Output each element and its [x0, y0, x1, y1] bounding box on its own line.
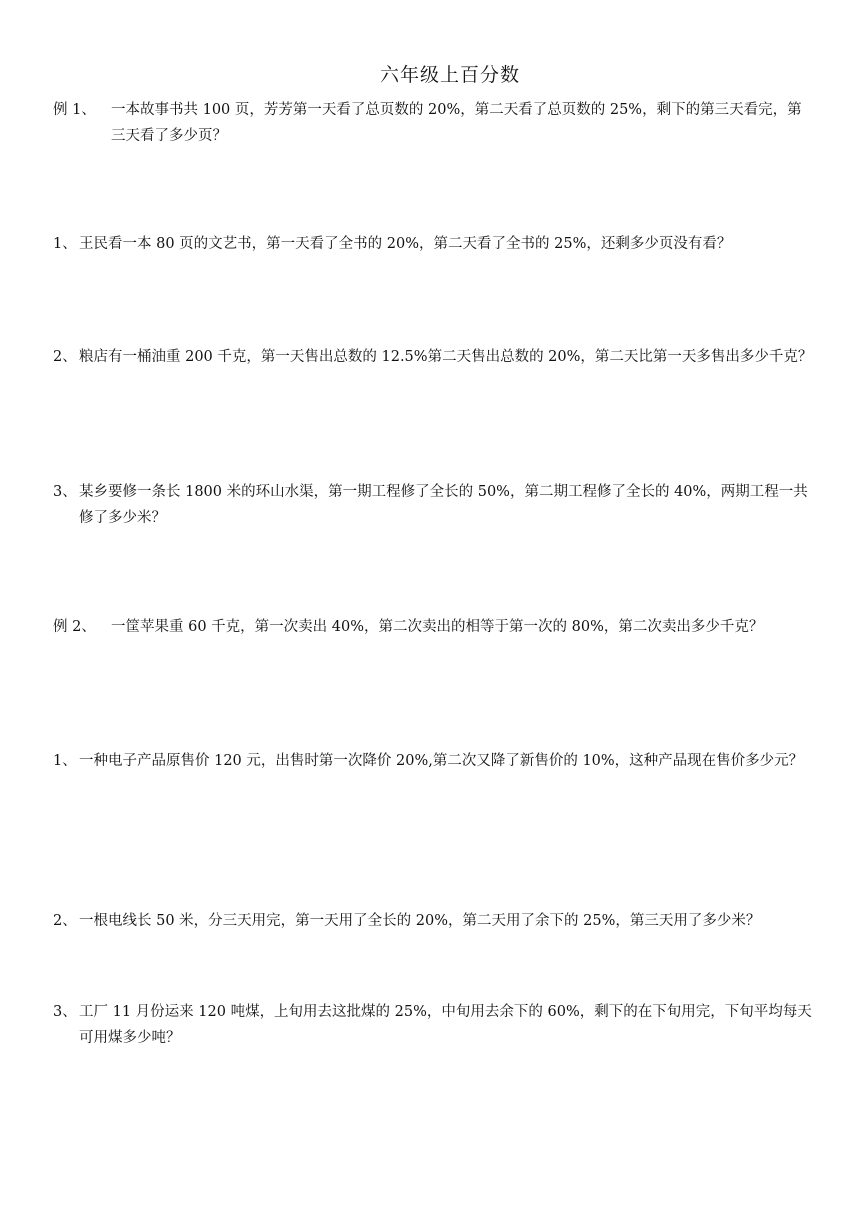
question-text: 工厂 11 月份运来 120 吨煤，上旬用去这批煤的 25%，中旬用去余下的 60%，剩下的在下旬用完，下旬平均每天可用煤多少吨？ [79, 1004, 812, 1046]
question-text: 粮店有一桶油重 200 千克，第一天售出总数的 12.5%第二天售出总数的 20%，第二天比第一天多售出多少千克？ [79, 349, 813, 365]
question-text: 一本故事书共 100 页，芳芳第一天看了总页数的 20%，第二天看了总页数的 25%，剩下的第三天看完，第三天看了多少页？ [111, 102, 802, 144]
question-text: 王民看一本 80 页的文艺书，第一天看了全书的 20%，第二天看了全书的 25%，还剩多少页没有看？ [79, 236, 732, 252]
question-text: 一根电线长 50 米，分三天用完，第一天用了全长的 20%，第二天用了余下的 25%，第三天用了多少米？ [79, 913, 761, 929]
question-text: 一筐苹果重 60 千克，第一次卖出 40%，第二次卖出的相等于第一次的 80%，第二次卖出多少千克？ [111, 619, 764, 635]
question-text: 某乡要修一条长 1800 米的环山水渠，第一期工程修了全长的 50%，第二期工程修了全长的 40%，两期工程一共修了多少米？ [79, 484, 808, 526]
practice-question-2-2 [53, 908, 813, 934]
example-question-2 [53, 614, 813, 640]
question-label: 2、 [53, 349, 77, 365]
question-label: 例 2、 [53, 619, 96, 635]
practice-question-1-1 [53, 231, 813, 257]
practice-question-1-3 [53, 479, 813, 531]
question-label: 2、 [53, 913, 77, 929]
practice-question-1-2 [53, 344, 813, 370]
question-text: 一种电子产品原售价 120 元，出售时第一次降价 20%,第二次又降了新售价的 10%，这种产品现在售价多少元？ [79, 753, 804, 769]
practice-question-2-1 [53, 748, 813, 774]
practice-question-2-3 [53, 999, 813, 1051]
question-label: 1、 [53, 236, 77, 252]
question-label: 3、 [53, 484, 77, 500]
example-question-1 [53, 97, 813, 149]
question-label: 3、 [53, 1004, 77, 1020]
page-title: 六年级上百分数 [379, 64, 520, 86]
question-label: 例 1、 [53, 102, 96, 118]
question-label: 1、 [53, 753, 77, 769]
